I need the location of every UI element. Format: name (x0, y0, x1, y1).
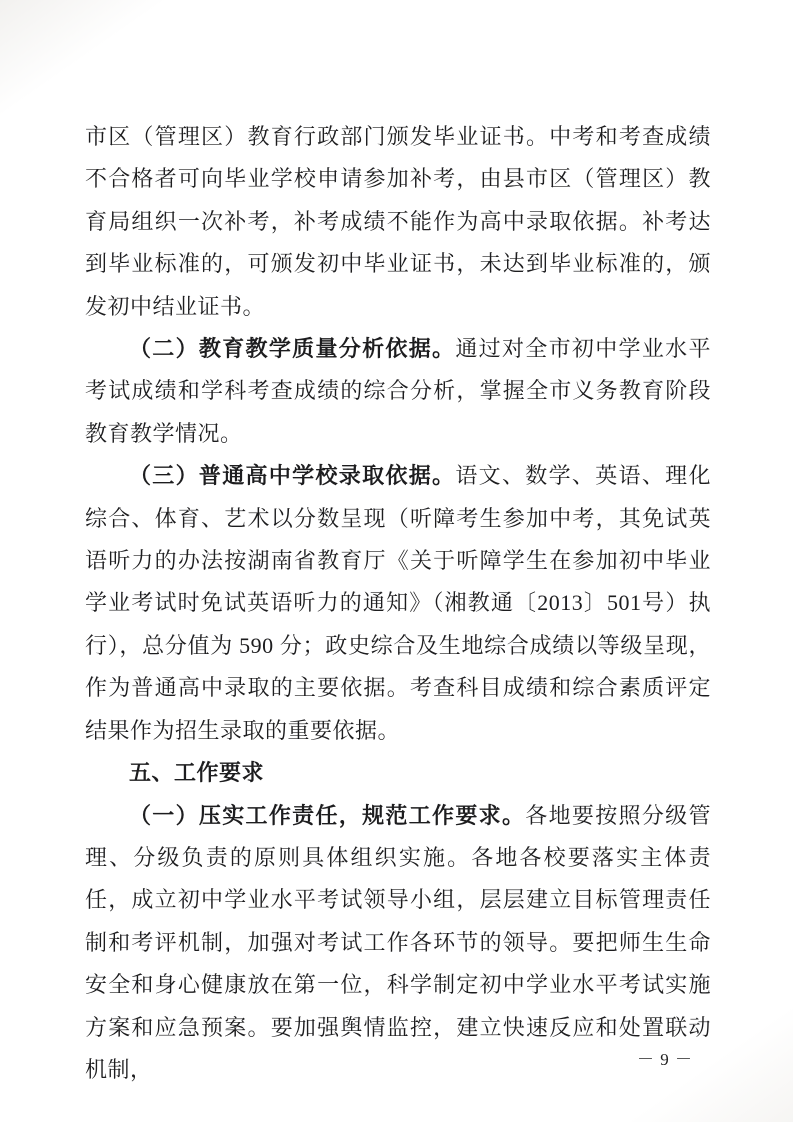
paragraph-lead: （二）教育教学质量分析依据。 (129, 336, 456, 362)
paragraph-lead: （一）压实工作责任，规范工作要求。 (129, 802, 526, 828)
section-heading: 五、工作要求 (129, 760, 265, 786)
paragraph-continuation (85, 116, 711, 328)
paragraph-text: 通过对全市初中学业水平考试成绩和学科考查成绩的综合分析，掌握全市义务教育阶段教育教学情况。 (85, 336, 711, 446)
paragraph-item-3 (85, 455, 711, 752)
paragraph-text: 语文、数学、英语、理化综合、体育、艺术以分数呈现（听障考生参加中考，其免试英语听力的办法按湖南省教育厅《关于听障学生在参加初中毕业学业考试时免试英语听力的通知》（湘教通〔2013〕501号）执行），总分值为 590 分；政史综合及生地综合成绩以等级呈现，作为普通高中录取的主要依据。考查科目成绩和综合素质评定结果作为招生录取的重要依据。 (85, 463, 711, 743)
document-content (85, 116, 711, 1091)
paragraph-text: 各地要按照分级管理、分级负责的原则具体组织实施。各地各校要落实主体责任，成立初中学业水平考试领导小组，层层建立目标管理责任制和考评机制，加强对考试工作各环节的领导。要把师生生命安全和身心健康放在第一位，科学制定初中学业水平考试实施方案和应急预案。要加强舆情监控，建立快速反应和处置联动机制， (85, 802, 711, 1082)
paragraph-item-2 (85, 328, 711, 455)
paragraph-text: 市区（管理区）教育行政部门颁发毕业证书。中考和考查成绩不合格者可向毕业学校申请参加补考，由县市区（管理区）教育局组织一次补考，补考成绩不能作为高中录取依据。补考达到毕业标准的，可颁发初中毕业证书，未达到毕业标准的，颁发初中结业证书。 (85, 124, 711, 319)
page-number: － 9 － (637, 1050, 693, 1069)
paragraph-lead: （三）普通高中学校录取依据。 (129, 463, 456, 489)
paragraph-item-1 (85, 795, 711, 1092)
